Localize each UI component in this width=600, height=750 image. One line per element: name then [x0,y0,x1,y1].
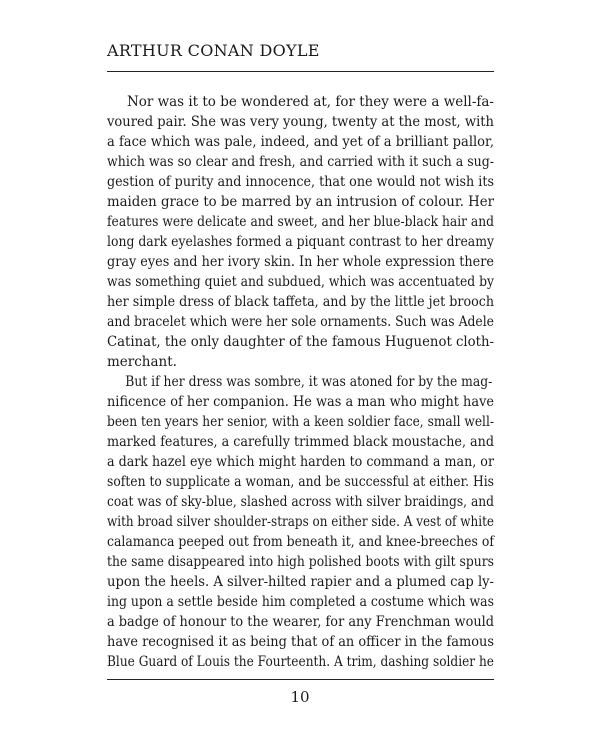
text-line: merchant. [107,354,177,370]
text-line: Nor was it to be wondered at, for they were a well-fa- [126,94,494,110]
text-line: long dark eyelashes formed a piquant contrast to her dreamy [107,234,494,250]
paragraph-1 [107,92,494,372]
text-line: features were delicate and sweet, and her blue-black hair and [107,214,494,230]
text-line: gestion of purity and innocence, that one would not wish its [107,174,494,190]
text-line: maiden grace to be marred by an intrusion of colour. Her [107,194,494,210]
text-line: soften to supplicate a woman, and be successful at either. His [107,474,494,490]
text-line: Blue Guard of Louis the Fourteenth. A trim, dashing soldier he [107,654,494,670]
text-line: a badge of honour to the wearer, for any Frenchman would [107,614,494,630]
header-rule [107,71,494,72]
body-text [107,92,494,672]
text-line: ing upon a settle beside him completed a costume which was [107,594,494,610]
footer-rule [107,679,494,680]
text-line: with broad silver shoulder-straps on either side. A vest of white [107,514,494,530]
paragraph-2 [107,372,494,672]
text-line: and bracelet which were her sole ornaments. Such was Adele [107,314,494,330]
text-line: Catinat, the only daughter of the famous Huguenot cloth- [107,334,494,350]
text-line: have recognised it as being that of an officer in the famous [107,634,494,650]
text-line: voured pair. She was very young, twenty at the most, with [107,114,494,130]
text-line: a dark hazel eye which might harden to command a man, or [107,454,494,470]
text-line: But if her dress was sombre, it was atoned for by the mag- [125,374,493,390]
text-line: her simple dress of black taffeta, and by the little jet brooch [107,294,494,310]
text-line: been ten years her senior, with a keen soldier face, small well- [107,414,494,430]
page-number: 10 [290,688,310,706]
text-line: nificence of her companion. He was a man who might have [107,394,494,410]
text-line: which was so clear and fresh, and carried with it such a sug- [107,154,494,170]
text-line: marked features, a carefully trimmed black moustache, and [107,434,494,450]
text-line: upon the heels. A silver-hilted rapier and a plumed cap ly- [107,574,494,590]
text-line: was something quiet and subdued, which was accentuated by [107,274,494,290]
text-line: the same disappeared into high polished boots with gilt spurs [107,554,494,570]
running-head: ARTHUR CONAN DOYLE [107,41,320,60]
text-line: coat was of sky-blue, slashed across with silver braidings, and [107,494,494,510]
text-line: calamanca peeped out from beneath it, and knee-breeches of [107,534,494,550]
text-line: a face which was pale, indeed, and yet of a brilliant pallor, [107,134,494,150]
text-line: gray eyes and her ivory skin. In her whole expression there [107,254,494,270]
